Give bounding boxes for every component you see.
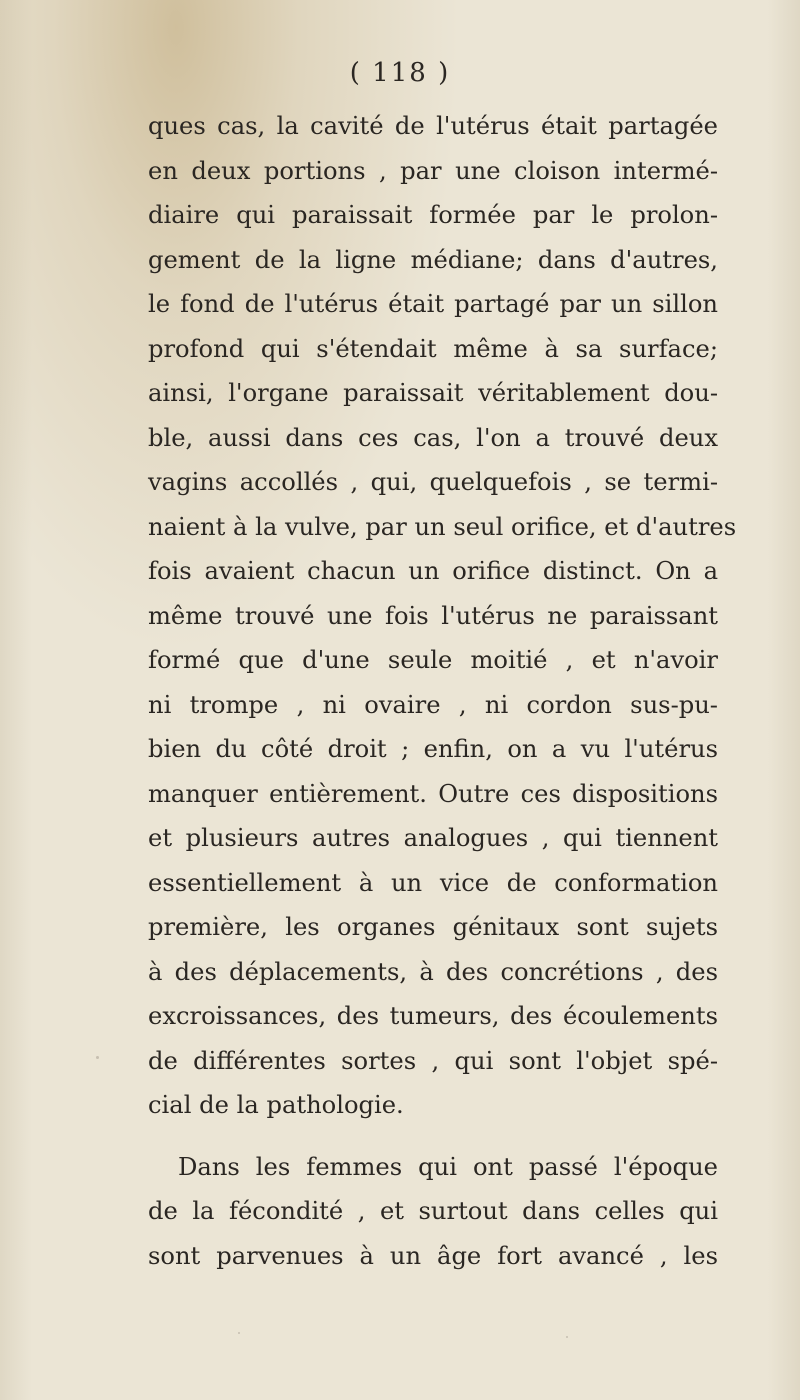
text-line: manquer entièrement. Outre ces dispositions — [148, 779, 718, 808]
text-line: de la fécondité , et surtout dans celles qui — [148, 1197, 718, 1225]
text-line: gement de la ligne médiane; dans d'autres, — [148, 245, 718, 274]
text-line: profond qui s'étendait même à sa surface; — [148, 334, 718, 363]
body-text — [148, 104, 737, 1278]
paper-speck — [566, 1336, 568, 1338]
text-line: fois avaient chacun un orifice distinct. On a — [148, 557, 718, 585]
text-line: sont parvenues à un âge fort avancé , les — [148, 1241, 718, 1270]
paragraph-spacer — [148, 1128, 718, 1145]
text-line: excroissances, des tumeurs, des écoulements — [148, 1002, 718, 1030]
text-line: de différentes sortes , qui sont l'objet spé- — [148, 1046, 718, 1075]
text-line: ni trompe , ni ovaire , ni cordon sus-pu- — [148, 690, 718, 719]
text-line: naient à la vulve, par un seul orifice, et d'autres — [148, 512, 737, 541]
text-line: formé que d'une seule moitié , et n'avoir — [148, 646, 718, 674]
text-line: ainsi, l'organe paraissait véritablement dou- — [148, 379, 718, 407]
paper-speck — [96, 1056, 99, 1059]
text-line: bien du côté droit ; enfin, on a vu l'utérus — [148, 735, 718, 763]
text-line: Dans les femmes qui ont passé l'époque — [178, 1152, 718, 1181]
text-line: première, les organes génitaux sont sujets — [148, 913, 718, 941]
text-line: le fond de l'utérus était partagé par un sillon — [148, 290, 718, 318]
text-line: en deux portions , par une cloison intermé- — [148, 156, 718, 185]
text-line: à des déplacements, à des concrétions , des — [148, 957, 718, 986]
paragraph-1 — [148, 104, 737, 1128]
paper-speck — [238, 1332, 240, 1334]
text-line: cial de la pathologie. — [148, 1091, 404, 1119]
paragraph-2 — [148, 1145, 718, 1279]
text-line: vagins accollés , qui, quelquefois , se termi- — [148, 468, 718, 496]
text-line: même trouvé une fois l'utérus ne paraissant — [148, 601, 718, 630]
text-line: et plusieurs autres analogues , qui tiennent — [148, 824, 718, 852]
text-line: ble, aussi dans ces cas, l'on a trouvé deux — [148, 423, 718, 452]
page-number-header: ( 118 ) — [349, 58, 451, 88]
text-line: essentiellement à un vice de conformation — [148, 868, 718, 897]
text-line: ques cas, la cavité de l'utérus était partagée — [148, 112, 718, 140]
text-line: diaire qui paraissait formée par le prolon- — [148, 201, 718, 229]
